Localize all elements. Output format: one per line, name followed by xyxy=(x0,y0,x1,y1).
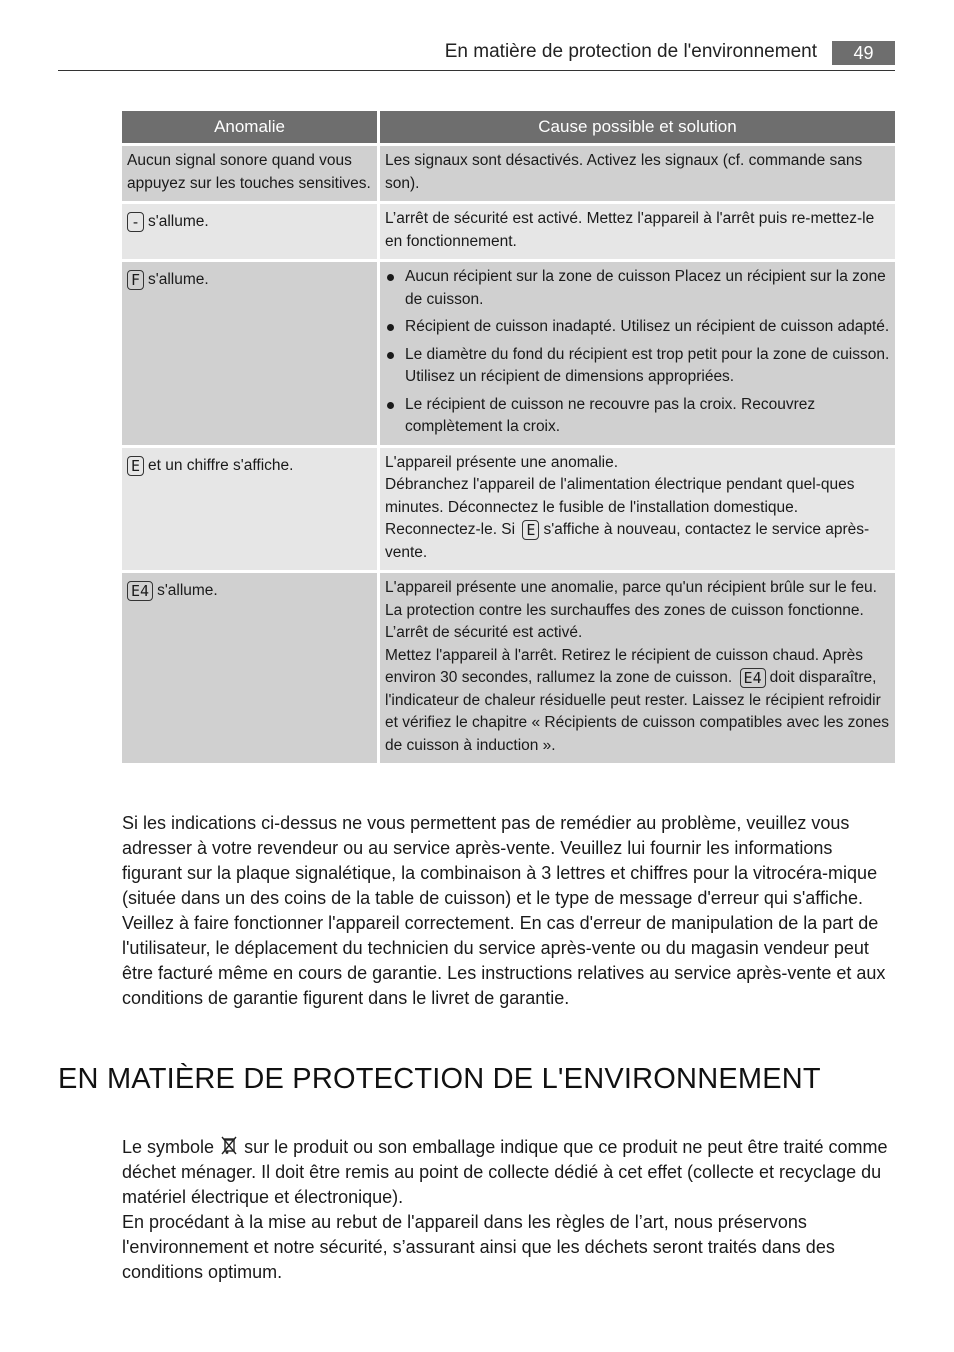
solution-cell xyxy=(380,204,895,262)
column-header-anomaly: Anomalie xyxy=(122,111,380,146)
solution-cell xyxy=(380,146,895,204)
paragraph: Veillez à faire fonctionner l'appareil correctement. En cas d'erreur de manipulation de la part de l'utilisateur, le déplacement du technicien du service après-vente ou du magasin vendeur peut être facturé même en cours de garantie. Les instructions relatives au service après-vente et aux conditions de garantie figurent dans le livret de garantie. xyxy=(122,913,886,1008)
anomaly-text: s'allume. xyxy=(157,582,218,599)
solution-text: L’arrêt de sécurité est activé. Mettez l'appareil à l'arrêt puis re-mettez-le en fonctionnement. xyxy=(385,210,875,250)
anomaly-cell xyxy=(122,573,380,766)
page-header xyxy=(58,38,895,71)
section-title: EN MATIÈRE DE PROTECTION DE L'ENVIRONNEMENT xyxy=(58,1063,821,1095)
list-item: Le récipient de cuisson ne recouvre pas la croix. Recouvrez complètement la croix. xyxy=(385,394,890,439)
solution-text: L'appareil présente une anomalie. xyxy=(385,453,619,471)
table-row xyxy=(122,204,895,262)
anomaly-cell xyxy=(122,204,380,262)
solution-cell xyxy=(380,573,895,766)
solution-cell xyxy=(380,262,895,448)
anomaly-cell xyxy=(122,146,380,204)
display-symbol-icon: - xyxy=(127,212,144,232)
paragraph: En procédant à la mise au rebut de l'appareil dans les règles de l’art, nous préservons l'environnement et notre sécurité, s’assurant ainsi que les déchets seront traités dans des conditions optimum. xyxy=(122,1212,835,1282)
crossed-out-wheelie-bin-icon xyxy=(219,1135,239,1155)
environment-text xyxy=(122,1135,895,1285)
table-row xyxy=(122,146,895,204)
list-item: Aucun récipient sur la zone de cuisson Placez un récipient sur la zone de cuisson. xyxy=(385,266,890,311)
display-symbol-icon: E4 xyxy=(740,668,766,688)
paragraph: Si les indications ci-dessus ne vous permettent pas de remédier au problème, veuillez vous adresser à votre revendeur ou au service après-vente. Veuillez lui fournir les informations figurant sur la plaque signalétique, la combinaison à 3 lettres et chiffres pour la vitrocéra-mique (située dans un des coins de la table de cuisson) et le type de message d'erreur qui s'affiche. xyxy=(122,813,878,908)
list-item: Le diamètre du fond du récipient est trop petit pour la zone de cuisson. Utilisez un récipient de dimensions appropriées. xyxy=(385,344,890,389)
solution-bullet-list xyxy=(385,266,890,439)
table-header-row xyxy=(122,111,895,146)
display-symbol-icon: F xyxy=(127,270,144,290)
page-number: 49 xyxy=(832,41,895,65)
table-row xyxy=(122,262,895,448)
solution-text: L'appareil présente une anomalie, parce qu'un récipient brûle sur le feu. La protection contre les surchauffes des zones de cuisson fonctionne. L’arrêt de sécurité est activé. xyxy=(385,579,877,641)
column-header-solution: Cause possible et solution xyxy=(380,111,895,146)
table-row xyxy=(122,448,895,574)
display-symbol-icon: E4 xyxy=(127,581,153,601)
anomaly-cell xyxy=(122,262,380,448)
solution-text: Mettez l'appareil à l'arrêt. Retirez le récipient de cuisson chaud. Après environ 30 secondes, rallumez la zone de cuisson. E4 doit disparaître, l'indicateur de chaleur résiduelle peut rester. Laissez le récipient refroidir et vérifiez le chapitre « Récipients de cuisson compatibles avec les zones de cuisson à induction ». xyxy=(385,646,890,754)
list-item: Récipient de cuisson inadapté. Utilisez un récipient de cuisson adapté. xyxy=(385,316,890,339)
anomaly-cell xyxy=(122,448,380,574)
anomaly-text: Aucun signal sonore quand vous appuyez sur les touches sensitives. xyxy=(127,152,371,192)
table-row xyxy=(122,573,895,766)
after-table-text xyxy=(122,811,895,1011)
solution-text: Les signaux sont désactivés. Activez les signaux (cf. commande sans son). xyxy=(385,152,863,192)
display-symbol-icon: E xyxy=(127,456,144,476)
paragraph: Le symbole sur le produit ou son emballage indique que ce produit ne peut être traité comme déchet ménager. Il doit être remis au point de collecte dédié à cet effet (collecte et recyclage du matériel électrique et électronique). xyxy=(122,1137,888,1207)
anomaly-text: s'allume. xyxy=(148,271,209,288)
anomaly-text: s'allume. xyxy=(148,213,209,230)
header-title: En matière de protection de l'environnement xyxy=(444,41,817,62)
anomaly-text: et un chiffre s'affiche. xyxy=(148,456,294,474)
display-symbol-icon: E xyxy=(522,520,539,540)
solution-cell xyxy=(380,448,895,574)
troubleshooting-table xyxy=(122,111,895,766)
solution-text: Débranchez l'appareil de l'alimentation électrique pendant quel-ques minutes. Déconnectez le fusible de l'installation domestique. Reconnectez-le. Si E s'affiche à nouveau, contactez le service après-vente. xyxy=(385,476,870,561)
